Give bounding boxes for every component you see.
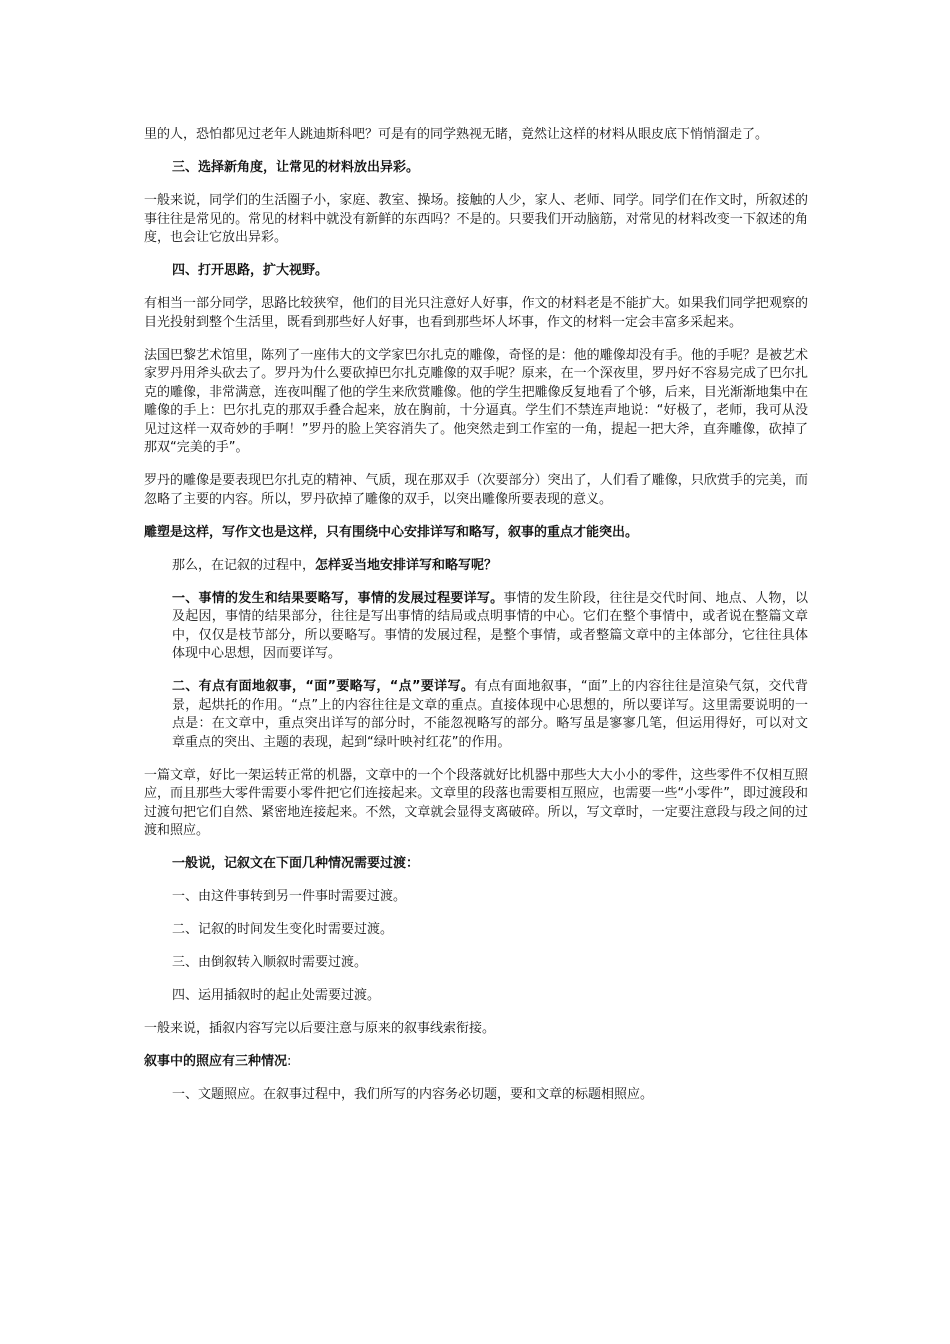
- document-body: [144, 126, 808, 1119]
- paragraph-rodin-story: 法国巴黎艺术馆里，陈列了一座伟大的文学家巴尔扎克的雕像，奇怪的是：他的雕像却没有手。他的手呢？是被艺术家罗丹用斧头砍去了。罗丹为什么要砍掉巴尔扎克雕像的双手呢？原来，在一个深夜里，罗丹好不容易完成了巴尔扎克的雕像，非常满意，连夜叫醒了他的学生来欣赏雕像。他的学生把雕像反复地看了个够，后来，目光渐渐地集中在雕像的手上：巴尔扎克的那双手叠合起来，放在胸前，十分逼真。学生们不禁连声地说：“好极了，老师，我可从没见过这样一双奇妙的手啊！”罗丹的脸上笑容消失了。他突然走到工作室的一角，提起一把大斧，直奔雕像，砍掉了那双“完美的手”。: [144, 347, 808, 455]
- echo-heading-colon: :: [287, 1054, 292, 1069]
- section-heading-4: [144, 262, 808, 281]
- list-item-transition-3: 三、由倒叙转入顺叙时需要过渡。: [172, 955, 368, 970]
- question-lead: 那么，在记叙的过程中，: [172, 557, 316, 573]
- transition-heading-text: 一般说，记叙文在下面几种情况需要过渡：: [172, 856, 420, 871]
- paragraph-echo-heading: [144, 1053, 808, 1072]
- paragraph-key-point: [144, 524, 808, 543]
- paragraph-flashback-note: 一般来说，插叙内容写完以后要注意与原来的叙事线索衔接。: [144, 1021, 496, 1036]
- list-item-transition-1: 一、由这件事转到另一件事时需要过渡。: [172, 889, 407, 904]
- list-item-transition-2: 二、记叙的时间发生变化时需要过渡。: [172, 922, 394, 937]
- list-item-echo-1: 一、文题照应。在叙事过程中，我们所写的内容务必切题，要和文章的标题相照应。: [172, 1087, 654, 1102]
- section-heading-3-text: 三、选择新角度，让常见的材料放出异彩。: [172, 160, 420, 175]
- paragraph-machine-analogy: 一篇文章，好比一架运转正常的机器，文章中的一个个段落就好比机器中那些大大小小的零件，这些零件不仅相互照应，而且那些大零件需要小零件把它们连接起来。文章里的段落也需要相互照应，也需要一些“小零件”，即过渡段和过渡句把它们自然、紧密地连接起来。不然，文章就会显得支离破碎。所以，写文章时，一定要注意段与段之间的过渡和照应。: [144, 767, 808, 838]
- key-point-text: 雕塑是这样，写作文也是这样，只有围绕中心安排详写和略写，叙事的重点才能突出。: [144, 524, 639, 540]
- list-item-transition-4: 四、运用插叙时的起止处需要过渡。: [172, 988, 381, 1003]
- section-heading-3: [144, 159, 808, 178]
- paragraph-continuation: 里的人，恐怕都见过老年人跳迪斯科吧？可是有的同学熟视无睹，竟然让这样的材料从眼皮底下悄悄溜走了。: [144, 127, 769, 142]
- paragraph-rule-2: [144, 678, 808, 752]
- rule-2-text: 有点有面地叙事，“面”上的内容往往是渲染气氛，交代背景，起烘托的作用。“点”上的内容往往是文章的重点。直接体现中心思想的，所以要详写。这里需要说明的一点是：在文章中，重点突出详写的部分时，不能忽视略写的部分。略写虽是寥寥几笔，但运用得好，可以对文章重点的突出、主题的表现，起到“绿叶映衬红花”的作用。: [172, 679, 808, 750]
- section-heading-4-text: 四、打开思路，扩大视野。: [172, 263, 329, 278]
- paragraph-broaden-view: 有相当一部分同学，思路比较狭窄，他们的目光只注意好人好事，作文的材料老是不能扩大。如果我们同学把观察的目光投射到整个生活里，既看到那些好人好事，也看到那些坏人坏事，作文的材料一定会丰富多采起来。: [144, 296, 808, 330]
- paragraph-rule-1: [144, 590, 808, 664]
- rule-1-heading: 一、事情的发生和结果要略写，事情的发展过程要详写。: [172, 590, 504, 606]
- rule-2-heading: 二、有点有面地叙事，“面”要略写，“点”要详写。: [172, 679, 475, 694]
- paragraph-rodin-meaning: 罗丹的雕像是要表现巴尔扎克的精神、气质，现在那双手（次要部分）突出了，人们看了雕像，只欣赏手的完美，而忽略了主要的内容。所以，罗丹砍掉了雕像的双手，以突出雕像所要表现的意义。: [144, 473, 808, 507]
- paragraph-transition-heading: [144, 855, 808, 874]
- rule-1-text: 事情的发生阶段，往往是交代时间、地点、人物，以及起因，事情的结果部分，往往是写出事情的结局或点明事情的中心。它们在整个事情中，或者说在整篇文章中，仅仅是枝节部分，所以要略写。事情的发展过程，是整个事情，或者整篇文章中的主体部分，它往往具体体现中心思想，因而要详写。: [172, 590, 808, 661]
- paragraph-common-material: 一般来说，同学们的生活圈子小，家庭、教室、操场。接触的人少，家人、老师、同学。同学们在作文时，所叙述的事往往是常见的。常见的材料中就没有新鲜的东西吗？不是的。只要我们开动脑筋，对常见的材料改变一下叙述的角度，也会让它放出异彩。: [144, 193, 808, 245]
- paragraph-question: [144, 557, 808, 576]
- echo-heading-text: 叙事中的照应有三种情况: [144, 1054, 288, 1069]
- question-bold: 怎样妥当地安排详写和略写呢？: [315, 557, 498, 573]
